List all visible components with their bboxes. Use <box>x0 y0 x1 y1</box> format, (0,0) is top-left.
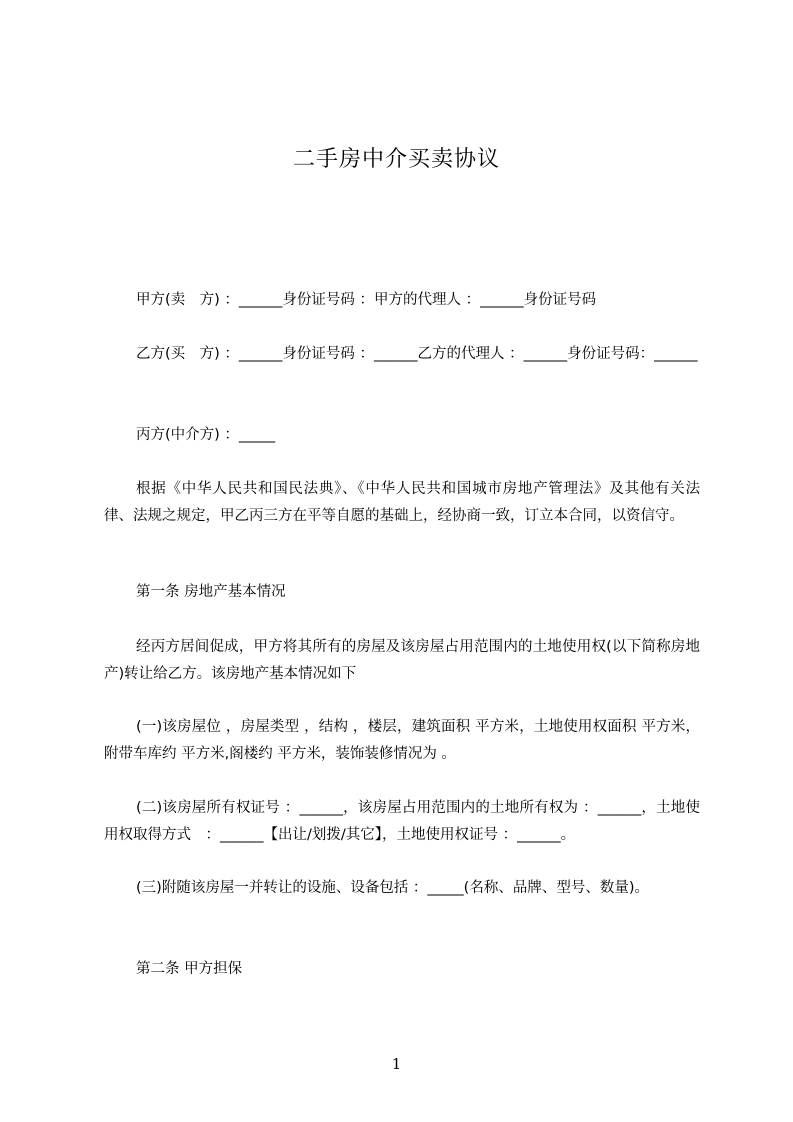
clause-1-2: (二)该房屋所有权证号 ：______，该房屋占用范围内的土地所有权为 ：______，土地使用权取得方式 ：______【出让/划拨/其它】，土地使用权证号 ：______。 <box>104 800 700 843</box>
article-2-heading: 第二条 甲方担保 <box>136 961 243 977</box>
party-a-line: 甲方(卖 方) ：______身份证号码 ：甲方的代理人 ：______身份证号码 <box>136 292 597 308</box>
document-title: 二手房中介买卖协议 <box>292 147 500 172</box>
clause-1-1: (一)该房屋位 ，房屋类型 ，结构 ，楼层，建筑面积 平方米，土地使用权面积 平方米，附带车库约 平方米,阁楼约 平方米，装饰装修情况为 。 <box>104 719 700 762</box>
article-1-intro: 经丙方居间促成，甲方将其所有的房屋及该房屋占用范围内的土地使用权(以下简称房地产)转让给乙方。该房地产基本情况如下 <box>104 639 700 682</box>
page-number: 1 <box>391 1055 402 1073</box>
party-b-line: 乙方(买 方) ：______身份证号码 ：______乙方的代理人 ：______身份证号码：______ <box>136 346 698 362</box>
clause-1-3: (三)附随该房屋一并转让的设施、设备包括 ：_____(名称、品牌、型号、数量)。 <box>136 880 649 896</box>
article-1-heading: 第一条 房地产基本情况 <box>136 584 286 600</box>
party-c-line: 丙方(中介方) ：_____ <box>136 427 276 443</box>
preamble-paragraph: 根据《中华人民共和国民法典》、《中华人民共和国城市房地产管理法》及其他有关法律、法规之规定，甲乙丙三方在平等自愿的基础上，经协商一致，订立本合同，以资信守。 <box>104 481 700 524</box>
